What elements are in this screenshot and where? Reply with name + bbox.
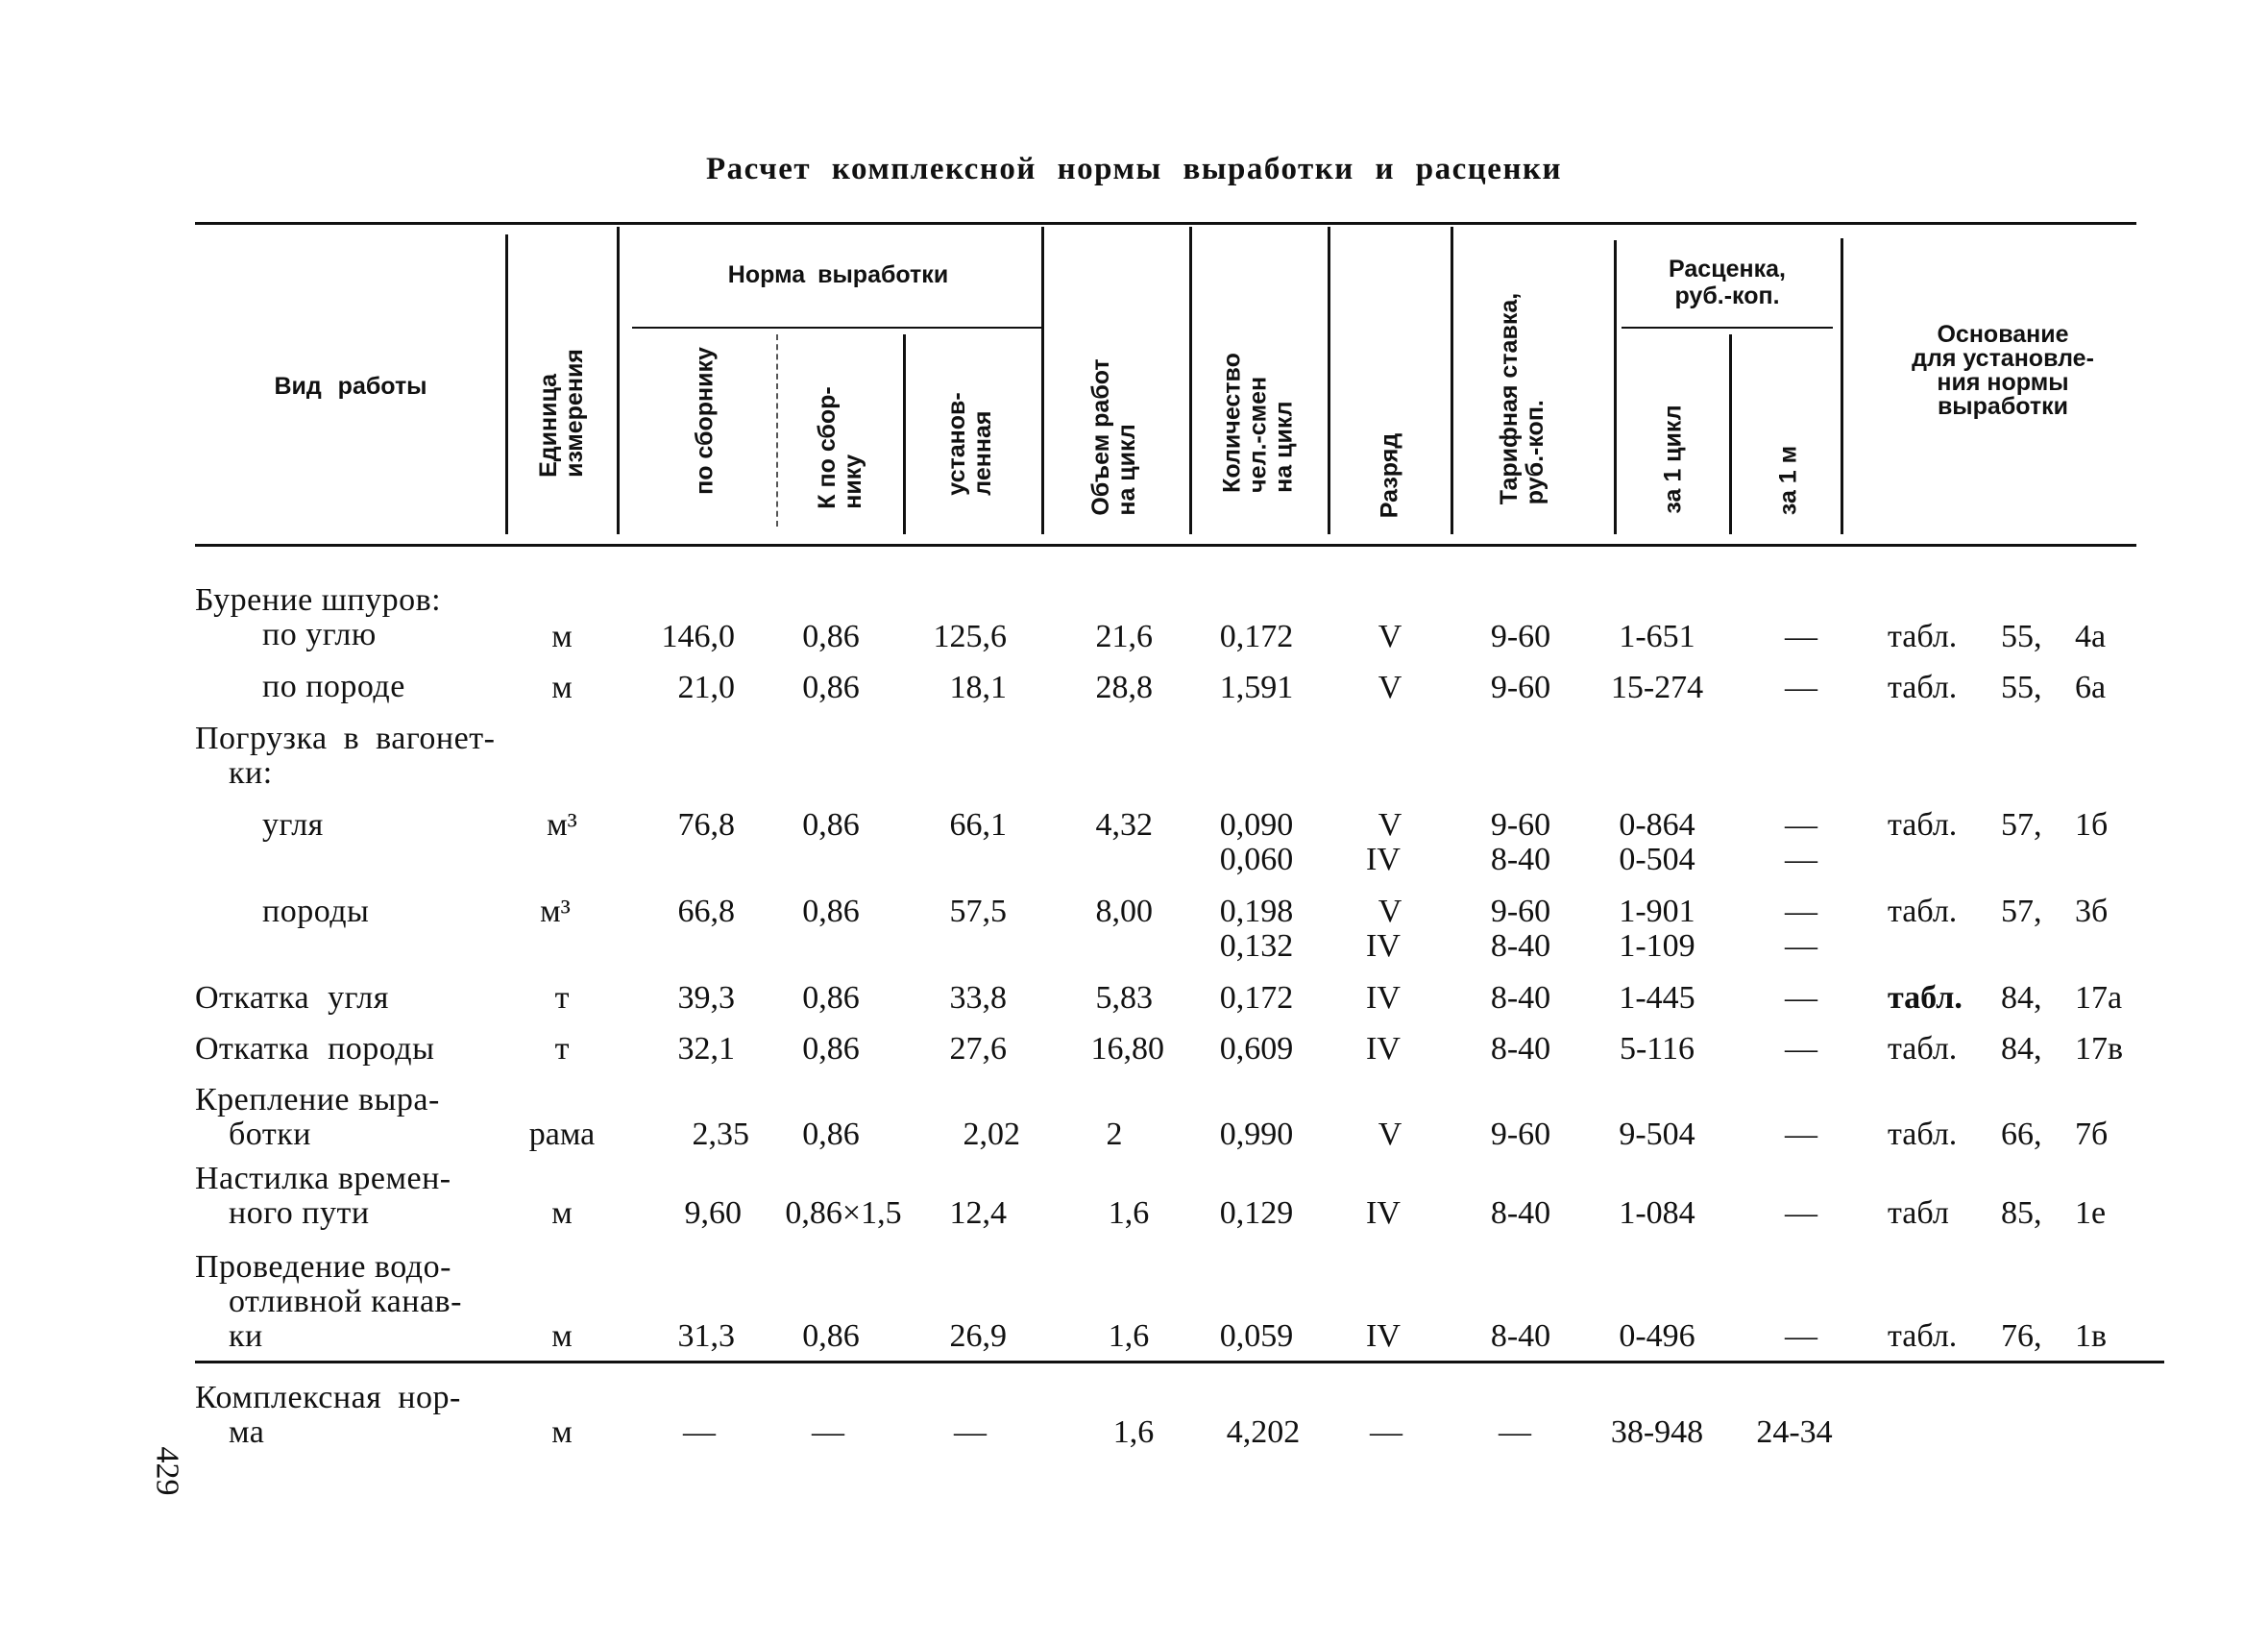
total-tariff: — bbox=[1499, 1414, 1531, 1450]
cell-rate-m: — bbox=[1785, 1117, 1817, 1152]
cell-norm: 9,60 bbox=[684, 1195, 742, 1231]
cell-norm: 32,1 bbox=[677, 1031, 735, 1067]
cell-k: 0,86×1,5 bbox=[785, 1195, 902, 1231]
cell-norm: 66,8 bbox=[677, 894, 735, 929]
cell-tariff: 8-40 bbox=[1490, 1318, 1551, 1354]
cell-volume: 5,83 bbox=[1095, 980, 1153, 1016]
cell-rate-m: — bbox=[1785, 1031, 1817, 1067]
cell-basis-table: 84, bbox=[2001, 980, 2042, 1016]
cell-tariff: 9-60 bbox=[1490, 670, 1551, 705]
header-grade: Разряд bbox=[1376, 432, 1403, 519]
cell-shifts: 0,132 bbox=[1219, 928, 1294, 964]
cell-volume: 21,6 bbox=[1095, 619, 1153, 654]
header-divider bbox=[1729, 334, 1732, 534]
cell-shifts: 0,172 bbox=[1219, 619, 1294, 654]
cell-grade: V bbox=[1378, 619, 1402, 654]
cell-set: 18,1 bbox=[949, 670, 1007, 705]
cell-shifts: 0,090 bbox=[1219, 807, 1294, 843]
header-basis: Основание для установле- ния нормы выработки bbox=[1912, 321, 2094, 420]
cell-basis-table: 84, bbox=[2001, 1031, 2042, 1067]
cell-basis-item: 1в bbox=[2075, 1318, 2108, 1354]
cell-k: 0,86 bbox=[802, 619, 860, 654]
total-norm: — bbox=[683, 1414, 716, 1450]
cell-rate-m: — bbox=[1785, 980, 1817, 1016]
cell-shifts: 1,591 bbox=[1219, 670, 1294, 705]
cell-rate-m: — bbox=[1785, 1318, 1817, 1354]
row-label: Погрузка в вагонет- bbox=[195, 721, 496, 756]
cell-rate-m: — bbox=[1785, 842, 1817, 877]
cell-rate-m: — bbox=[1785, 1195, 1817, 1231]
cell-grade: IV bbox=[1366, 1031, 1401, 1067]
cell-set: 33,8 bbox=[949, 980, 1007, 1016]
page-number: 429 bbox=[149, 1446, 185, 1496]
cell-shifts: 0,609 bbox=[1219, 1031, 1294, 1067]
cell-basis-table: 57, bbox=[2001, 894, 2042, 929]
cell-basis-item: 1б bbox=[2075, 807, 2109, 843]
cell-k: 0,86 bbox=[802, 670, 860, 705]
cell-basis-table: 85, bbox=[2001, 1195, 2042, 1231]
cell-norm: 39,3 bbox=[677, 980, 735, 1016]
total-unit: м bbox=[551, 1414, 573, 1450]
cell-norm: 76,8 bbox=[677, 807, 735, 843]
total-label: Комплексная нор- bbox=[195, 1380, 461, 1415]
cell-norm: 31,3 bbox=[677, 1318, 735, 1354]
cell-basis-item: 4а bbox=[2075, 619, 2107, 654]
cell-rate: 9-504 bbox=[1619, 1117, 1695, 1152]
row-sublabel: угля bbox=[262, 807, 324, 843]
cell-tariff: 9-60 bbox=[1490, 807, 1551, 843]
cell-grade: IV bbox=[1366, 980, 1401, 1016]
cell-basis: табл. bbox=[1888, 1117, 1958, 1152]
header-norm-group: Норма выработки bbox=[727, 261, 949, 288]
total-grade: — bbox=[1370, 1414, 1402, 1450]
cell-shifts: 0,129 bbox=[1219, 1195, 1294, 1231]
header-unit: Единица измерения bbox=[535, 349, 588, 478]
header-manshifts: Количество чел.-смен на цикл bbox=[1218, 353, 1298, 493]
cell-rate-m: — bbox=[1785, 670, 1817, 705]
cell-basis: табл bbox=[1888, 1195, 1949, 1231]
header-divider bbox=[617, 227, 620, 534]
header-k-collection: К по сбор- нику bbox=[814, 386, 866, 509]
cell-k: 0,86 bbox=[802, 807, 860, 843]
row-label-cont: ки bbox=[229, 1318, 263, 1354]
cell-shifts: 0,060 bbox=[1219, 842, 1294, 877]
header-divider bbox=[903, 334, 906, 534]
cell-rate: 0-504 bbox=[1619, 842, 1695, 877]
cell-volume: 16,80 bbox=[1090, 1031, 1164, 1067]
cell-rate-m: — bbox=[1785, 928, 1817, 964]
table-title: Расчет комплексной нормы выработки и расценки bbox=[706, 152, 1562, 186]
cell-volume: 8,00 bbox=[1095, 894, 1153, 929]
cell-norm: 21,0 bbox=[677, 670, 735, 705]
cell-unit: м³ bbox=[547, 807, 577, 843]
row-label: Крепление выра- bbox=[195, 1082, 440, 1117]
rate-group-rule bbox=[1622, 327, 1833, 329]
header-norm-collection: по сборнику bbox=[691, 347, 719, 495]
header-divider bbox=[505, 234, 508, 534]
cell-k: 0,86 bbox=[802, 980, 860, 1016]
row-sublabel: породы bbox=[262, 894, 370, 929]
header-tariff: Тарифная ставка, руб.-коп. bbox=[1496, 292, 1549, 505]
row-label-cont: ки: bbox=[229, 755, 273, 791]
row-sublabel: по углю bbox=[262, 617, 377, 652]
cell-volume: 2 bbox=[1106, 1117, 1123, 1152]
total-rate: 38-948 bbox=[1610, 1414, 1704, 1450]
cell-grade: V bbox=[1378, 807, 1402, 843]
cell-unit: м bbox=[551, 1318, 573, 1354]
cell-grade: V bbox=[1378, 1117, 1402, 1152]
cell-k: 0,86 bbox=[802, 1318, 860, 1354]
total-set: — bbox=[954, 1414, 987, 1450]
cell-volume: 28,8 bbox=[1095, 670, 1153, 705]
cell-basis: табл. bbox=[1888, 894, 1958, 929]
cell-tariff: 8-40 bbox=[1490, 1031, 1551, 1067]
row-sublabel: по породе bbox=[262, 669, 405, 704]
cell-tariff: 8-40 bbox=[1490, 928, 1551, 964]
cell-basis: табл. bbox=[1888, 1031, 1958, 1067]
cell-rate: 1-084 bbox=[1619, 1195, 1695, 1231]
row-label: Проведение водо- bbox=[195, 1249, 451, 1285]
header-divider bbox=[1328, 227, 1330, 534]
header-volume: Объем работ на цикл bbox=[1087, 358, 1140, 516]
cell-rate: 5-116 bbox=[1619, 1031, 1695, 1067]
header-rate-cycle: за 1 цикл bbox=[1659, 405, 1687, 514]
cell-rate: 1-445 bbox=[1619, 980, 1695, 1016]
cell-rate: 1-651 bbox=[1619, 619, 1695, 654]
cell-basis-item: 3б bbox=[2075, 894, 2109, 929]
cell-basis-table: 76, bbox=[2001, 1318, 2042, 1354]
cell-k: 0,86 bbox=[802, 894, 860, 929]
row-label-cont: отливной канав- bbox=[229, 1284, 462, 1319]
cell-set: 57,5 bbox=[949, 894, 1007, 929]
header-rate-m: за 1 м bbox=[1774, 445, 1802, 516]
cell-basis-item: 17а bbox=[2075, 980, 2123, 1016]
header-bottom-rule bbox=[195, 544, 2136, 547]
cell-set: 27,6 bbox=[949, 1031, 1007, 1067]
total-label-cont: ма bbox=[229, 1414, 265, 1450]
cell-unit: рама bbox=[528, 1117, 596, 1152]
cell-shifts: 0,172 bbox=[1219, 980, 1294, 1016]
total-volume: 1,6 bbox=[1112, 1414, 1155, 1450]
cell-basis-table: 55, bbox=[2001, 619, 2042, 654]
row-label: Настилка времен- bbox=[195, 1161, 451, 1196]
cell-set: 12,4 bbox=[949, 1195, 1007, 1231]
cell-unit: м³ bbox=[540, 894, 571, 929]
cell-basis-table: 57, bbox=[2001, 807, 2042, 843]
cell-set: 125,6 bbox=[933, 619, 1007, 654]
cell-basis-item: 17в bbox=[2075, 1031, 2124, 1067]
total-k: — bbox=[812, 1414, 844, 1450]
cell-basis: табл. bbox=[1888, 807, 1958, 843]
cell-rate: 0-496 bbox=[1619, 1318, 1695, 1354]
total-shifts: 4,202 bbox=[1226, 1414, 1301, 1450]
row-label-cont: ного пути bbox=[229, 1195, 370, 1231]
cell-basis: табл. bbox=[1888, 980, 1963, 1016]
norm-group-rule bbox=[632, 327, 1043, 329]
cell-basis-item: 7б bbox=[2075, 1117, 2109, 1152]
cell-unit: т bbox=[554, 980, 570, 1016]
cell-shifts: 0,198 bbox=[1219, 894, 1294, 929]
cell-norm: 146,0 bbox=[661, 619, 735, 654]
cell-norm: 2,35 bbox=[692, 1117, 749, 1152]
cell-basis: табл. bbox=[1888, 619, 1958, 654]
row-label: Откатка породы bbox=[195, 1031, 435, 1067]
cell-set: 26,9 bbox=[949, 1318, 1007, 1354]
cell-grade: V bbox=[1378, 894, 1402, 929]
cell-basis-item: 1е bbox=[2075, 1195, 2107, 1231]
cell-unit: м bbox=[551, 670, 573, 705]
row-label-cont: ботки bbox=[229, 1117, 311, 1152]
cell-grade: IV bbox=[1366, 1195, 1401, 1231]
cell-grade: IV bbox=[1366, 842, 1401, 877]
cell-tariff: 9-60 bbox=[1490, 619, 1551, 654]
cell-shifts: 0,059 bbox=[1219, 1318, 1294, 1354]
cell-rate: 0-864 bbox=[1619, 807, 1695, 843]
cell-volume: 1,6 bbox=[1108, 1318, 1150, 1354]
cell-tariff: 9-60 bbox=[1490, 1117, 1551, 1152]
cell-volume: 1,6 bbox=[1108, 1195, 1150, 1231]
cell-volume: 4,32 bbox=[1095, 807, 1153, 843]
row-label: Бурение шпуров: bbox=[195, 582, 442, 618]
cell-set: 66,1 bbox=[949, 807, 1007, 843]
header-norm-set: установ- ленная bbox=[943, 392, 996, 496]
header-divider bbox=[1451, 227, 1453, 534]
cell-tariff: 8-40 bbox=[1490, 980, 1551, 1016]
cell-rate-m: — bbox=[1785, 619, 1817, 654]
cell-rate-m: — bbox=[1785, 894, 1817, 929]
cell-unit: м bbox=[551, 1195, 573, 1231]
row-label: Откатка угля bbox=[195, 980, 389, 1016]
cell-tariff: 8-40 bbox=[1490, 842, 1551, 877]
cell-rate-m: — bbox=[1785, 807, 1817, 843]
cell-k: 0,86 bbox=[802, 1117, 860, 1152]
cell-tariff: 9-60 bbox=[1490, 894, 1551, 929]
header-divider bbox=[1841, 238, 1843, 534]
cell-tariff: 8-40 bbox=[1490, 1195, 1551, 1231]
cell-rate: 1-109 bbox=[1619, 928, 1695, 964]
total-rate-m: 24-34 bbox=[1756, 1414, 1833, 1450]
cell-set: 2,02 bbox=[963, 1117, 1020, 1152]
cell-basis-table: 55, bbox=[2001, 670, 2042, 705]
header-work-type: Вид работы bbox=[274, 373, 427, 400]
cell-unit: т bbox=[554, 1031, 570, 1067]
cell-shifts: 0,990 bbox=[1219, 1117, 1294, 1152]
cell-k: 0,86 bbox=[802, 1031, 860, 1067]
cell-rate: 15-274 bbox=[1610, 670, 1704, 705]
cell-basis: табл. bbox=[1888, 1318, 1958, 1354]
cell-grade: IV bbox=[1366, 1318, 1401, 1354]
header-divider bbox=[1614, 240, 1617, 534]
header-divider bbox=[1189, 227, 1192, 534]
cell-basis-item: 6а bbox=[2075, 670, 2107, 705]
header-divider bbox=[776, 334, 778, 527]
header-rate-group: Расценка, руб.-коп. bbox=[1669, 256, 1786, 309]
top-rule bbox=[195, 222, 2136, 225]
cell-unit: м bbox=[551, 619, 573, 654]
cell-basis-table: 66, bbox=[2001, 1117, 2042, 1152]
cell-grade: IV bbox=[1366, 928, 1401, 964]
cell-basis: табл. bbox=[1888, 670, 1958, 705]
cell-rate: 1-901 bbox=[1619, 894, 1695, 929]
cell-grade: V bbox=[1378, 670, 1402, 705]
total-rule bbox=[195, 1361, 2164, 1363]
